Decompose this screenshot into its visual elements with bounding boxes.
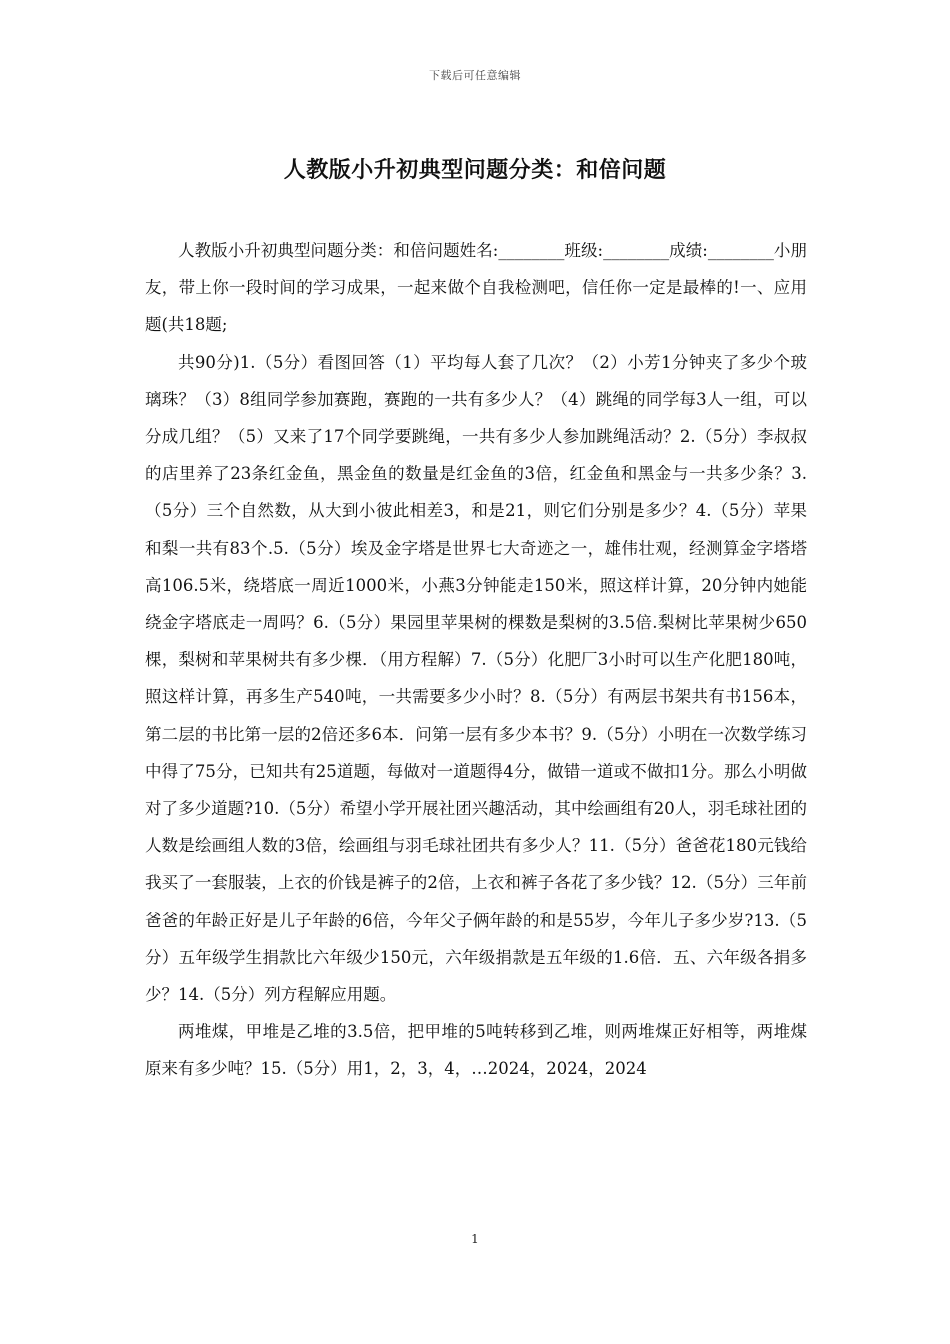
document-body	[145, 232, 807, 1088]
header-note: 下载后可任意编辑	[429, 69, 521, 82]
page-number: 1	[471, 1232, 479, 1246]
body-paragraph-questions: 共90分)1.（5分）看图回答（1）平均每人套了几次？（2）小芳1分钟夹了多少个玻璃珠？（3）8组同学参加赛跑，赛跑的一共有多少人？（4）跳绳的同学每3人一组，可以分成几组？（5）又来了17个同学要跳绳，一共有多少人参加跳绳活动？2.（5分）李叔叔的店里养了23条红金鱼，黑金鱼的数量是红金鱼的3倍，红金鱼和黑金与一共多少条？3.（5分）三个自然数，从大到小彼此相差3，和是21，则它们分别是多少？4.（5分）苹果和梨一共有83个.5.（5分）埃及金字塔是世界七大奇迹之一，雄伟壮观，经测算金字塔塔高106.5米，绕塔底一周近1000米，小燕3分钟能走150米，照这样计算，20分钟内她能绕金字塔底走一周吗？6.（5分）果园里苹果树的棵数是梨树的3.5倍.梨树比苹果树少650棵，梨树和苹果树共有多少棵．（用方程解）7.（5分）化肥厂3小时可以生产化肥180吨，照这样计算，再多生产540吨，一共需要多少小时？8.（5分）有两层书架共有书156本，第二层的书比第一层的2倍还多6本．问第一层有多少本书？9.（5分）小明在一次数学练习中得了75分，已知共有25道题，每做对一道题得4分，做错一道或不做扣1分。那么小明做对了多少道题?10.（5分）希望小学开展社团兴趣活动，其中绘画组有20人，羽毛球社团的人数是绘画组人数的3倍，绘画组与羽毛球社团共有多少人？11.（5分）爸爸花180元钱给我买了一套服装，上衣的价钱是裤子的2倍，上衣和裤子各花了多少钱？12.（5分）三年前爸爸的年龄正好是儿子年龄的6倍，今年父子俩年龄的和是55岁，今年儿子多少岁?13.（5分）五年级学生捐款比六年级少150元，六年级捐款是五年级的1.6倍．五、六年级各捐多少？14.（5分）列方程解应用题。	[145, 352, 807, 1005]
body-paragraph-continuation: 两堆煤，甲堆是乙堆的3.5倍，把甲堆的5吨转移到乙堆，则两堆煤正好相等，两堆煤原来有多少吨？15.（5分）用1，2，3，4，…2024，2024，2024	[145, 1022, 807, 1079]
body-paragraph-intro: 人教版小升初典型问题分类：和倍问题姓名:________班级:________成绩:________小朋友，带上你一段时间的学习成果，一起来做个自我检测吧，信任你一定是最棒的!一、应用题(共18题;	[145, 241, 807, 335]
document-title: 人教版小升初典型问题分类：和倍问题	[283, 157, 667, 183]
